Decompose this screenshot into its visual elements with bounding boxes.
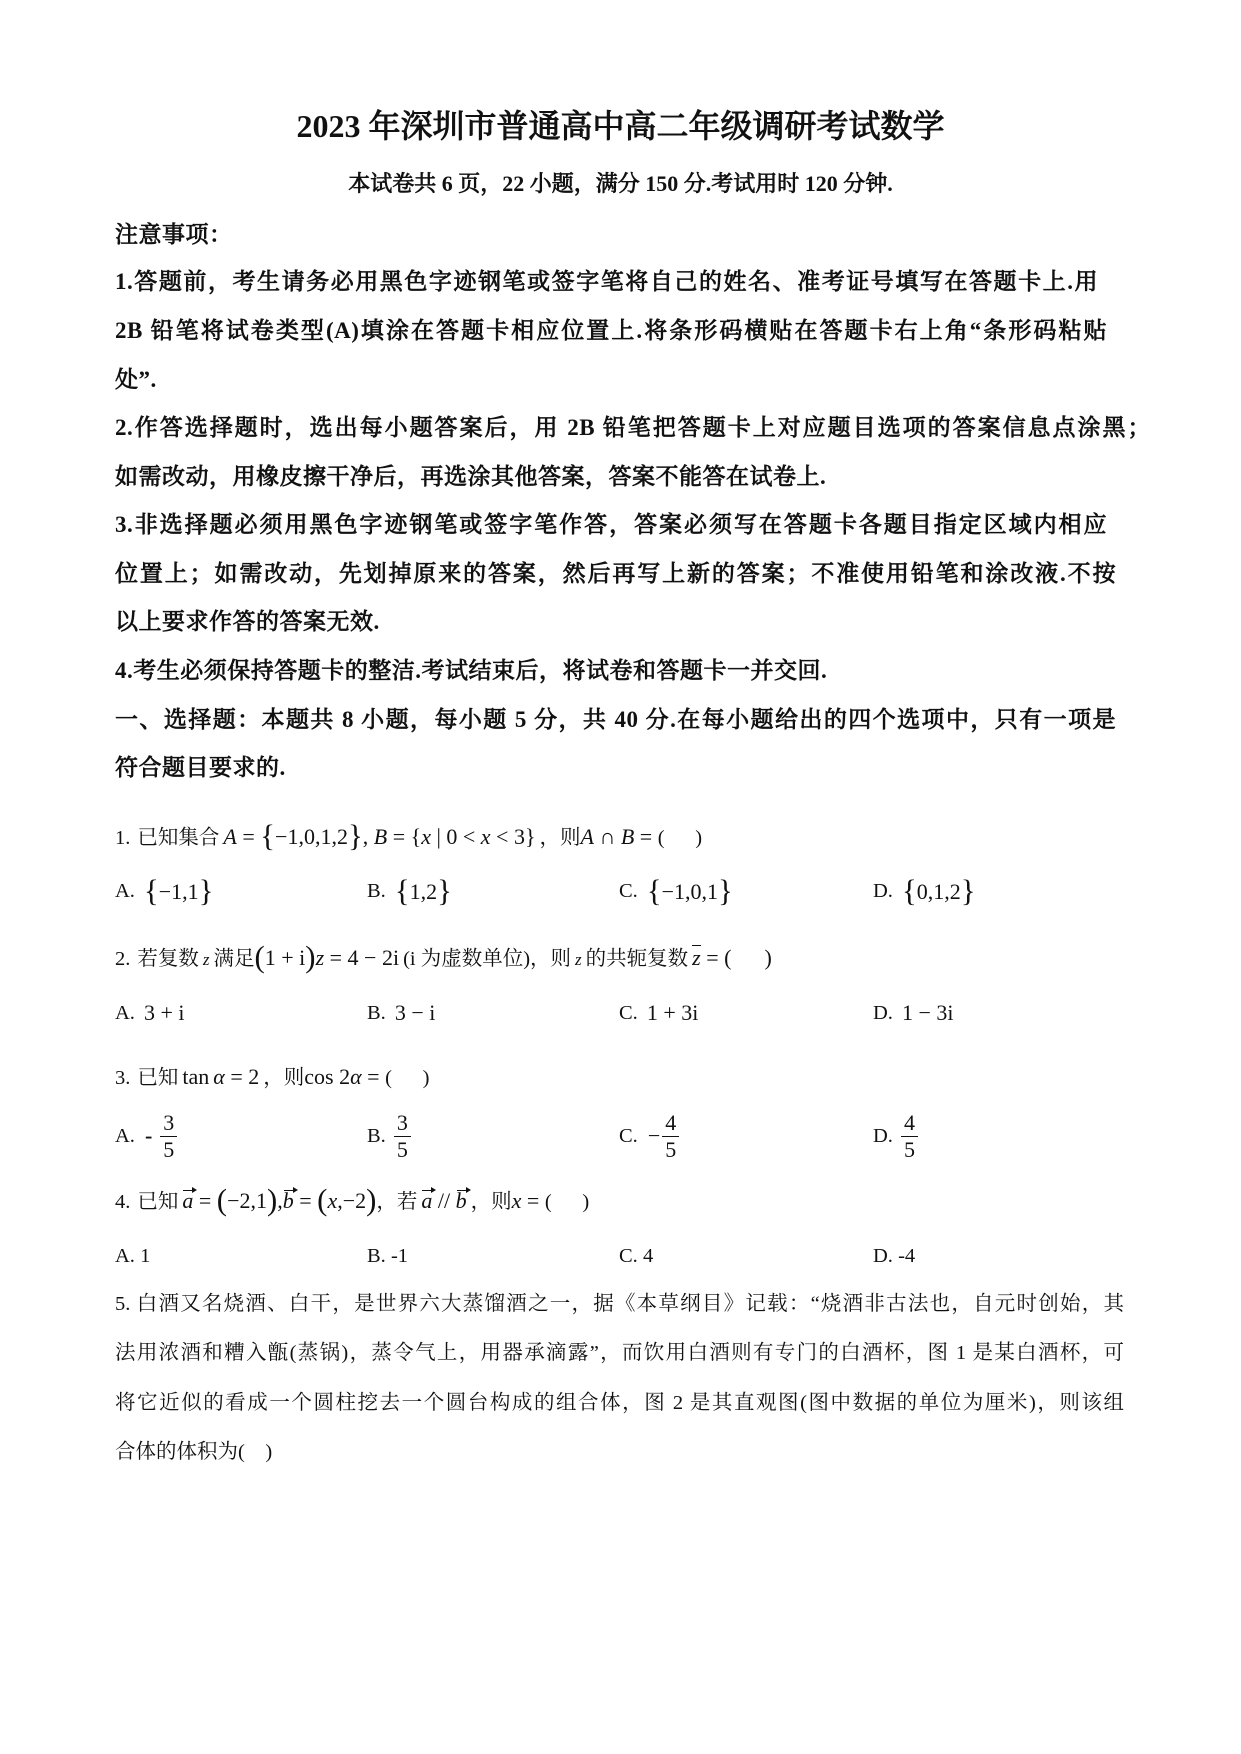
question-number: 2. — [115, 948, 131, 970]
math-variable: x — [421, 824, 431, 849]
fraction-numerator: 4 — [662, 1111, 679, 1137]
option-value: -1 — [390, 1244, 409, 1267]
notice-line: 以上要求作答的答案无效. — [115, 609, 380, 634]
math-text: −1,0,1 — [661, 878, 719, 904]
option-c — [619, 999, 698, 1027]
math-variable: α — [350, 1064, 362, 1089]
math-text: = 4 − 2i — [324, 945, 400, 970]
option-d — [873, 999, 953, 1027]
fraction-denominator: 5 — [903, 1136, 915, 1162]
math-paren: ) — [366, 1183, 377, 1217]
question-5-line: 5. 白酒又名烧酒、白干，是世界六大蒸馏酒之一，据《本草纲目》记载：“烧酒非古法也，自元时创始，其 — [115, 1293, 1124, 1315]
vector-b: b — [282, 1188, 294, 1213]
exam-info: 本试卷共 6 页，22 小题，满分 150 分.考试用时 120 分钟. — [348, 171, 893, 196]
option-b — [367, 1242, 408, 1270]
option-label: C. — [619, 1244, 643, 1267]
question-text: 已知 — [137, 1067, 179, 1089]
option-label: D. — [873, 879, 893, 902]
math-brace: { — [394, 873, 410, 908]
math-brace: { — [143, 873, 159, 908]
math-paren: ) — [305, 940, 316, 974]
math-variable: x — [327, 1188, 338, 1213]
math-text: | 0 < — [430, 824, 481, 849]
option-value: 1 — [140, 1244, 151, 1267]
option-d — [873, 1242, 915, 1270]
parallel-expr — [421, 1188, 466, 1213]
question-text: ，则 — [470, 1191, 512, 1213]
option-c — [619, 1108, 679, 1164]
math-text: // — [432, 1188, 456, 1213]
math-text: 1,2 — [409, 878, 438, 904]
section-heading: 一、选择题：本题共 8 小题，每小题 5 分，共 40 分.在每小题给出的四个选项中，只有一项是 — [115, 707, 1116, 732]
math-brace: } — [960, 873, 976, 908]
fraction-denominator: 5 — [396, 1136, 408, 1162]
option-value — [646, 873, 733, 908]
math-text: = — [193, 1188, 217, 1213]
fraction — [394, 1111, 411, 1162]
math-paren: ( — [216, 1183, 228, 1217]
question-text: (i 为虚数单位)，则 — [403, 948, 572, 970]
question-1-stem — [115, 821, 702, 852]
notice-heading: 注意事项： — [115, 222, 233, 247]
page-title: 2023 年深圳市普通高中高二年级调研考试数学 — [296, 108, 945, 144]
math-text: , — [362, 824, 374, 849]
math-variable: B — [620, 824, 635, 849]
math-brace: } — [718, 873, 733, 908]
answer-paren: ( ) — [657, 827, 703, 849]
vector-a: a — [421, 1188, 433, 1213]
answer-paren: ( ) — [544, 1191, 590, 1213]
notice-line: 如需改动，用橡皮擦干净后，再选涂其他答案，答案不能答在试卷上. — [115, 464, 827, 489]
question-5-line: 合体的体积为( ) — [115, 1441, 273, 1463]
math-variable: x — [480, 824, 491, 849]
option-value: 3 + i — [143, 1000, 185, 1025]
question-text: 已知 — [137, 1191, 179, 1213]
option-b — [367, 873, 452, 908]
math-text: = — [236, 824, 261, 849]
answer-paren: ( ) — [385, 1067, 430, 1089]
math-variable: x — [511, 1188, 522, 1213]
math-variable: z — [202, 950, 210, 969]
math-text: −1,0,1,2 — [275, 824, 348, 849]
option-b — [367, 999, 435, 1027]
option-value: 1 − 3i — [901, 1000, 954, 1025]
option-label: D. — [873, 1124, 893, 1147]
math-text: ,−2 — [337, 1188, 367, 1213]
math-text: 0,1,2 — [916, 878, 961, 904]
option-c — [619, 873, 733, 908]
math-paren: ( — [317, 1183, 328, 1217]
math-text: , — [277, 1188, 283, 1213]
question-number: 3. — [115, 1067, 131, 1089]
option-label: A. — [115, 1244, 141, 1267]
notice-line: 1.答题前，考生请务必用黑色字迹钢笔或签字笔将自己的姓名、准考证号填写在答题卡上.用 — [115, 269, 1098, 294]
option-label: A. — [115, 1001, 135, 1024]
notice-line: 2B 铅笔将试卷类型(A)填涂在答题卡相应位置上.将条形码横贴在答题卡右上角“条形码粘贴 — [115, 318, 1107, 343]
math-paren: ) — [266, 1183, 278, 1217]
notice-line: 3.非选择题必须用黑色字迹钢笔或签字笔作答，答案必须写在答题卡各题目指定区域内相应 — [115, 512, 1107, 537]
question-3-stem — [115, 1063, 429, 1092]
question-text: ，若 — [376, 1191, 418, 1213]
math-text: < 3} — [490, 824, 536, 849]
option-value: -4 — [898, 1244, 916, 1267]
complex-equation — [254, 940, 400, 974]
math-text: 1 + i — [264, 945, 306, 970]
vector-a: a — [182, 1188, 194, 1213]
fraction-numerator: 4 — [901, 1111, 918, 1137]
option-d — [873, 1108, 918, 1164]
option-a — [115, 1242, 150, 1270]
option-value — [901, 873, 976, 908]
math-brace: { — [646, 873, 662, 908]
math-brace: { — [901, 873, 917, 908]
vector-b: b — [455, 1188, 467, 1213]
math-variable: z — [315, 945, 325, 970]
option-a — [115, 999, 184, 1027]
cos-expr — [304, 1064, 385, 1089]
question-4-stem — [115, 1185, 589, 1216]
option-value — [394, 873, 452, 908]
option-sign: - — [144, 1123, 153, 1148]
math-variable: A — [223, 824, 237, 849]
option-label: A. — [115, 879, 135, 902]
question-text: ，则 — [539, 827, 581, 849]
fraction — [901, 1111, 918, 1162]
math-text: = — [293, 1188, 318, 1213]
question-number: 4. — [115, 1191, 131, 1213]
option-value: 3 − i — [394, 1000, 436, 1025]
math-text: ∩ — [593, 824, 621, 849]
unknown-expr — [512, 1188, 545, 1213]
question-5-line: 将它近似的看成一个圆柱挖去一个圆台构成的组合体，图 2 是其直观图(图中数据的单位为厘米)，则该组 — [115, 1392, 1124, 1414]
fraction — [662, 1111, 679, 1162]
math-variable: A — [580, 824, 594, 849]
section-heading: 符合题目要求的. — [115, 755, 286, 780]
math-text: −1,1 — [158, 878, 199, 904]
math-brace: } — [437, 873, 452, 908]
math-text: = — [361, 1064, 386, 1089]
vector-definition — [182, 1183, 377, 1217]
fraction-numerator: 3 — [160, 1111, 177, 1137]
math-text: = 2 — [224, 1064, 260, 1089]
math-text: = { — [387, 824, 422, 849]
question-5-line: 法用浓酒和糟入甑(蒸锅)，蒸令气上，用器承滴露”，而饮用白酒则有专门的白酒杯，图 1 是某白酒杯，可 — [115, 1342, 1124, 1364]
option-label: B. — [367, 879, 386, 902]
question-text: 已知集合 — [137, 827, 220, 849]
question-text: 满足 — [213, 948, 255, 970]
math-text: −2,1 — [227, 1188, 267, 1213]
math-variable: B — [373, 824, 388, 849]
option-value: 1 + 3i — [646, 1000, 699, 1025]
conjugate-expr — [692, 945, 772, 970]
option-label: C. — [619, 1001, 638, 1024]
intersection-expr — [581, 824, 658, 849]
option-label: D. — [873, 1001, 893, 1024]
math-text: = — [634, 824, 658, 849]
option-label: B. — [367, 1124, 386, 1147]
math-variable: z — [575, 950, 582, 969]
tan-expr — [182, 1064, 259, 1089]
fraction-denominator: 5 — [665, 1136, 677, 1162]
question-text: ，则 — [263, 1067, 305, 1089]
question-text: 若复数 — [137, 948, 199, 970]
math-function: cos 2 — [304, 1064, 351, 1089]
option-label: A. — [115, 1124, 135, 1147]
math-brace: { — [260, 819, 276, 853]
math-text: = ( ) — [700, 945, 772, 970]
math-text: = — [521, 1188, 545, 1213]
question-text: 的共轭复数 — [585, 948, 689, 970]
option-b — [367, 1108, 411, 1164]
math-variable: z — [692, 945, 701, 970]
option-label: C. — [619, 879, 638, 902]
option-d — [873, 873, 976, 908]
option-label: C. — [619, 1124, 638, 1147]
option-label: B. — [367, 1244, 391, 1267]
notice-line: 位置上；如需改动，先划掉原来的答案，然后再写上新的答案；不准使用铅笔和涂改液.不按 — [115, 561, 1116, 586]
option-value: 4 — [642, 1244, 654, 1267]
notice-line: 4.考生必须保持答题卡的整洁.考试结束后，将试卷和答题卡一并交回. — [115, 658, 828, 683]
question-number: 1. — [115, 827, 131, 849]
math-function: tan — [182, 1064, 210, 1089]
math-variable: α — [213, 1064, 225, 1089]
fraction — [160, 1111, 177, 1162]
option-c — [619, 1242, 653, 1270]
option-a — [115, 873, 214, 908]
option-label: D. — [873, 1244, 899, 1267]
option-sign: − — [647, 1123, 661, 1148]
option-value — [143, 873, 214, 908]
fraction-numerator: 3 — [394, 1111, 411, 1137]
math-brace: } — [198, 873, 214, 908]
option-a — [115, 1108, 177, 1164]
notice-line: 处”. — [115, 367, 157, 392]
question-2-stem — [115, 942, 772, 974]
notice-line: 2.作答选择题时，选出每小题答案后，用 2B 铅笔把答题卡上对应题目选项的答案信息点涂黑； — [115, 415, 1151, 440]
math-paren: ( — [254, 940, 265, 974]
fraction-denominator: 5 — [163, 1136, 175, 1162]
option-label: B. — [367, 1001, 386, 1024]
math-brace: } — [347, 819, 363, 853]
set-definition — [223, 819, 536, 853]
